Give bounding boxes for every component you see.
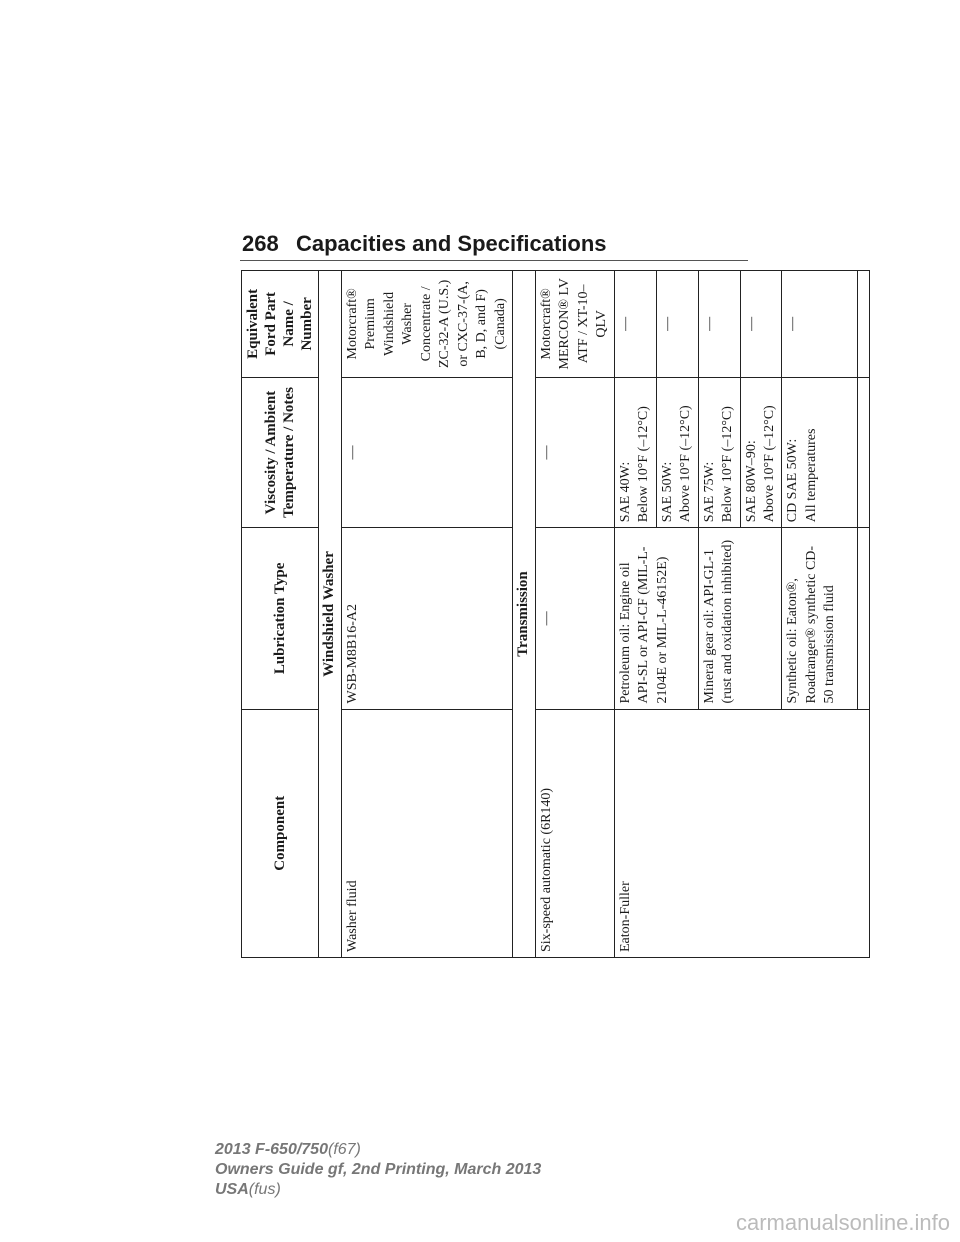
cell-part-number: Motorcraft® MERCON® LV ATF / XT-10–QLV xyxy=(535,271,614,378)
lubricant-specifications-table xyxy=(241,270,870,958)
cell-lubrication-type: — xyxy=(535,528,614,709)
section-row-transmission xyxy=(513,271,536,958)
viscosity-grade: SAE 75W: xyxy=(701,461,717,523)
cell-viscosity: — xyxy=(341,377,512,528)
cell-component: Washer fluid xyxy=(341,709,512,957)
cell-viscosity xyxy=(740,377,782,528)
temperature-range: Above 10°F (–12°C) xyxy=(678,405,694,523)
document-footer xyxy=(215,1140,541,1200)
cell-part-number: Motorcraft® Premium Windshield Washer Concentrate / ZC-32-A (U.S.) or CXC-37-(A, B, D, and F) (Canada) xyxy=(341,271,512,378)
rotated-table xyxy=(241,270,838,958)
cell-component: Six-speed automatic (6R140) xyxy=(535,709,614,957)
table-row xyxy=(535,271,614,958)
cell-viscosity xyxy=(782,377,858,528)
footer-line-model xyxy=(215,1140,541,1160)
viscosity-grade: SAE 40W: xyxy=(617,461,633,523)
column-header-part-number: Equivalent Ford Part Name / Number xyxy=(242,271,319,378)
temperature-range: All temperatures xyxy=(803,428,819,523)
viscosity-grade: CD SAE 50W: xyxy=(785,438,801,523)
cell-component: Eaton-Fuller xyxy=(614,709,870,957)
cell-empty xyxy=(858,271,870,378)
section-title-windshield-washer: Windshield Washer xyxy=(319,271,342,958)
viscosity-grade: SAE 80W–90: xyxy=(743,440,759,523)
cell-viscosity xyxy=(614,377,656,528)
footer-market-code: (fus) xyxy=(248,1181,281,1198)
footer-model: 2013 F-650/750 xyxy=(215,1141,328,1158)
header-rule xyxy=(240,260,748,261)
temperature-range: Above 10°F (–12°C) xyxy=(761,405,777,523)
cell-lubrication-type: Petroleum oil: Engine oil API-SL or API-CF (MIL-L-2104E or MIL-L-46152E) xyxy=(614,528,698,709)
cell-part-number: — xyxy=(656,271,698,378)
column-header-component: Component xyxy=(242,709,319,957)
footer-market: USA xyxy=(215,1181,249,1198)
section-row-windshield-washer xyxy=(319,271,342,958)
cell-empty xyxy=(858,377,870,528)
table-row xyxy=(341,271,512,958)
column-header-lubrication-type: Lubrication Type xyxy=(242,528,319,709)
footer-model-code: (f67) xyxy=(327,1141,361,1158)
table-header-row xyxy=(242,271,319,958)
cell-viscosity xyxy=(698,377,740,528)
section-title: Capacities and Specifications xyxy=(296,231,607,256)
cell-empty xyxy=(858,528,870,709)
viscosity-grade: SAE 50W: xyxy=(659,461,675,523)
cell-viscosity xyxy=(656,377,698,528)
cell-lubrication-type: Synthetic oil: Eaton®, Roadranger® synthetic CD-50 transmission fluid xyxy=(782,528,858,709)
temperature-range: Below 10°F (–12°C) xyxy=(636,406,652,523)
footer-line-market xyxy=(215,1180,541,1200)
page-number: 268 xyxy=(242,231,279,256)
cell-part-number: — xyxy=(614,271,656,378)
watermark-text: carmanualsonline.info xyxy=(735,1210,950,1235)
cell-lubrication-type: WSB-M8B16-A2 xyxy=(341,528,512,709)
temperature-range: Below 10°F (–12°C) xyxy=(720,406,736,523)
cell-part-number: — xyxy=(740,271,782,378)
section-title-transmission: Transmission xyxy=(513,271,536,958)
table-row xyxy=(614,271,656,958)
footer-line-guide: Owners Guide gf, 2nd Printing, March 2013 xyxy=(215,1161,542,1178)
specifications-table-wrapper xyxy=(241,270,838,958)
cell-part-number: — xyxy=(698,271,740,378)
cell-viscosity: — xyxy=(535,377,614,528)
cell-lubrication-type: Mineral gear oil: API-GL-1 (rust and oxidation inhibited) xyxy=(698,528,782,709)
cell-part-number: — xyxy=(782,271,858,378)
column-header-viscosity: Viscosity / Ambient Temperature / Notes xyxy=(242,377,319,528)
